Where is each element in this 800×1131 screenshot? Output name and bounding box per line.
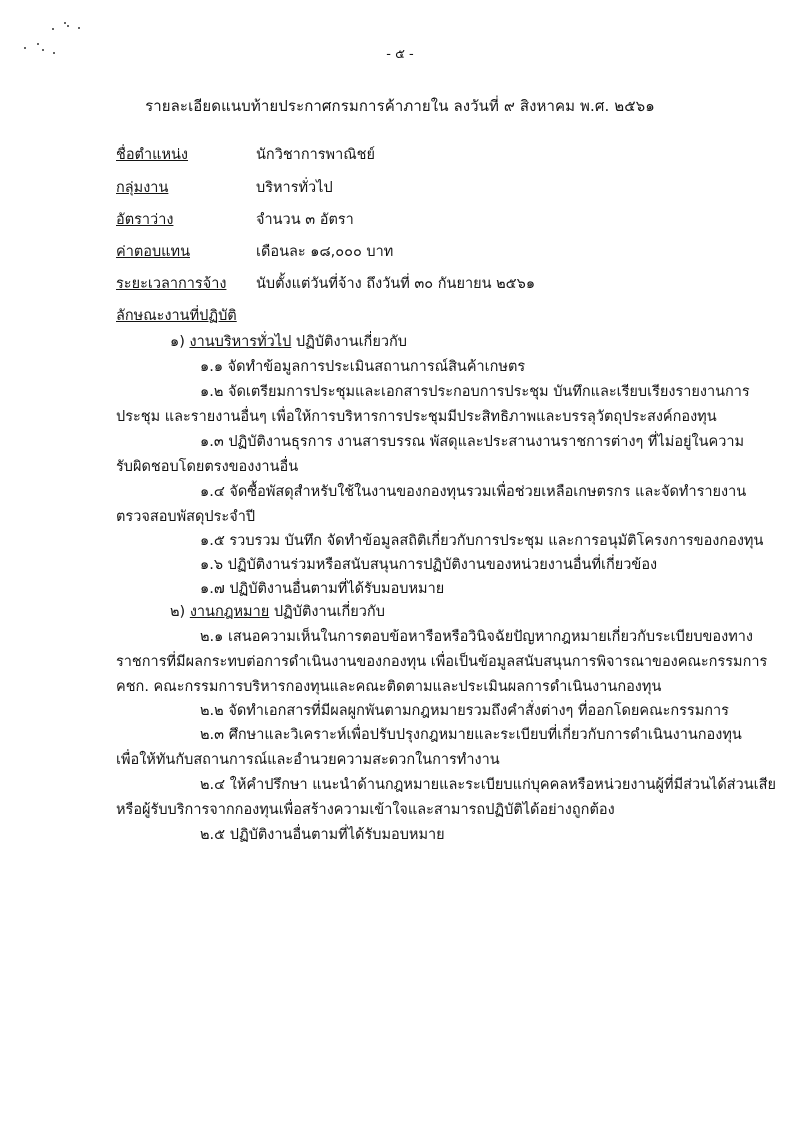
group-number: ๒) xyxy=(170,604,186,620)
duties-heading: ลักษณะงานที่ปฏิบัติ xyxy=(116,308,237,324)
duty-item: ๑.๕ รวบรวม บันทึก จัดทำข้อมูลสถิติเกี่ยวกับการประชุม และการอนุมัติโครงการของกองทุน xyxy=(200,533,764,549)
page-number: - ๕ - xyxy=(386,47,414,62)
duty-item: ๑.๔ จัดซื้อพัสดุสำหรับใช้ในงานของกองทุนรวมเพื่อช่วยเหลือเกษตรกร และจัดทำรายงาน xyxy=(200,484,747,500)
field-label: กลุ่มงาน xyxy=(116,180,169,196)
duty-item: ๑.๖ ปฏิบัติงานร่วมหรือสนับสนุนการปฏิบัติงานของหน่วยงานอื่นที่เกี่ยวข้อง xyxy=(200,557,658,573)
duty-item-cont: หรือผู้รับบริการจากกองทุนเพื่อสร้างความเข้าใจและสามารถปฏิบัติได้อย่างถูกต้อง xyxy=(116,802,615,818)
duty-item: ๒.๔ ให้คำปรึกษา แนะนำด้านกฎหมายและระเบียบแก่บุคคลหรือหน่วยงานผู้ที่มีส่วนได้ส่วนเสีย xyxy=(200,777,776,793)
duty-item-cont: เพื่อให้ทันกับสถานการณ์และอำนวยความสะดวกในการทำงาน xyxy=(116,752,500,768)
group-suffix: ปฏิบัติงานเกี่ยวกับ xyxy=(273,604,385,620)
field-label: อัตราว่าง xyxy=(116,212,174,228)
group-number: ๑) xyxy=(170,334,185,350)
group-name: งานบริหารทั่วไป xyxy=(189,334,292,350)
duty-item-cont: ราชการที่มีผลกระทบต่อการดำเนินงานของกองทุน เพื่อเป็นข้อมูลสนับสนุนการพิจารณาของคณะกรรมการ xyxy=(116,654,768,670)
duty-item: ๑.๒ จัดเตรียมการประชุมและเอกสารประกอบการประชุม บันทึกและเรียบเรียงรายงานการ xyxy=(200,384,750,400)
duty-item: ๒.๕ ปฏิบัติงานอื่นตามที่ได้รับมอบหมาย xyxy=(200,827,445,843)
group-suffix: ปฏิบัติงานเกี่ยวกับ xyxy=(295,334,407,350)
field-value: นักวิชาการพาณิชย์ xyxy=(256,147,376,163)
field-value: บริหารทั่วไป xyxy=(256,180,333,196)
duty-item: ๑.๑ จัดทำข้อมูลการประเมินสถานการณ์สินค้าเกษตร xyxy=(200,359,526,375)
field-position-name xyxy=(116,144,375,166)
duty-item: ๒.๒ จัดทำเอกสารที่มีผลผูกพันตามกฎหมายรวมถึงคำสั่งต่างๆ ที่ออกโดยคณะกรรมการ xyxy=(200,703,729,719)
field-compensation xyxy=(116,241,393,263)
duty-item: ๒.๓ ศึกษาและวิเคราะห์เพื่อปรับปรุงกฎหมายและระเบียบที่เกี่ยวกับการดำเนินงานกองทุน xyxy=(200,727,742,743)
duty-group-2-header xyxy=(170,601,385,623)
field-value: นับตั้งแต่วันที่จ้าง ถึงวันที่ ๓๐ กันยายน ๒๕๖๑ xyxy=(256,276,536,292)
duty-item: ๑.๗ ปฏิบัติงานอื่นตามที่ได้รับมอบหมาย xyxy=(200,581,445,597)
field-work-group xyxy=(116,177,333,199)
duty-group-1-header xyxy=(170,331,407,353)
duty-item-cont: ตรวจสอบพัสดุประจำปี xyxy=(116,509,256,525)
field-value: เดือนละ ๑๘,๐๐๐ บาท xyxy=(256,244,394,260)
duty-item: ๑.๓ ปฏิบัติงานธุรการ งานสารบรรณ พัสดุและประสานงานราชการต่างๆ ที่ไม่อยู่ในความ xyxy=(200,434,745,450)
field-label: ชื่อตำแหน่ง xyxy=(116,147,189,163)
field-employment-period xyxy=(116,273,535,295)
duty-item-cont: คชก. คณะกรรมการบริหารกองทุนและคณะติดตามและประเมินผลการดำเนินงานกองทุน xyxy=(116,679,662,695)
field-label: ค่าตอบแทน xyxy=(116,244,190,260)
field-label: ระยะเวลาการจ้าง xyxy=(116,276,227,292)
duty-item-cont: ประชุม และรายงานอื่นๆ เพื่อให้การบริหารการประชุมมีประสิทธิภาพและบรรลุวัตถุประสงค์กองทุน xyxy=(116,409,717,425)
duty-item-cont: รับผิดชอบโดยตรงของงานอื่น xyxy=(116,459,299,475)
field-value: จำนวน ๓ อัตรา xyxy=(256,212,354,228)
document-title: รายละเอียดแนบท้ายประกาศกรมการค้าภายใน ลงวันที่ ๙ สิงหาคม พ.ศ. ๒๕๖๑ xyxy=(145,97,655,115)
group-name: งานกฎหมาย xyxy=(189,604,270,620)
field-vacancies xyxy=(116,209,354,231)
duty-item: ๒.๑ เสนอความเห็นในการตอบข้อหารือหรือวินิจฉัยปัญหากฎหมายเกี่ยวกับระเบียบของทาง xyxy=(200,629,754,645)
